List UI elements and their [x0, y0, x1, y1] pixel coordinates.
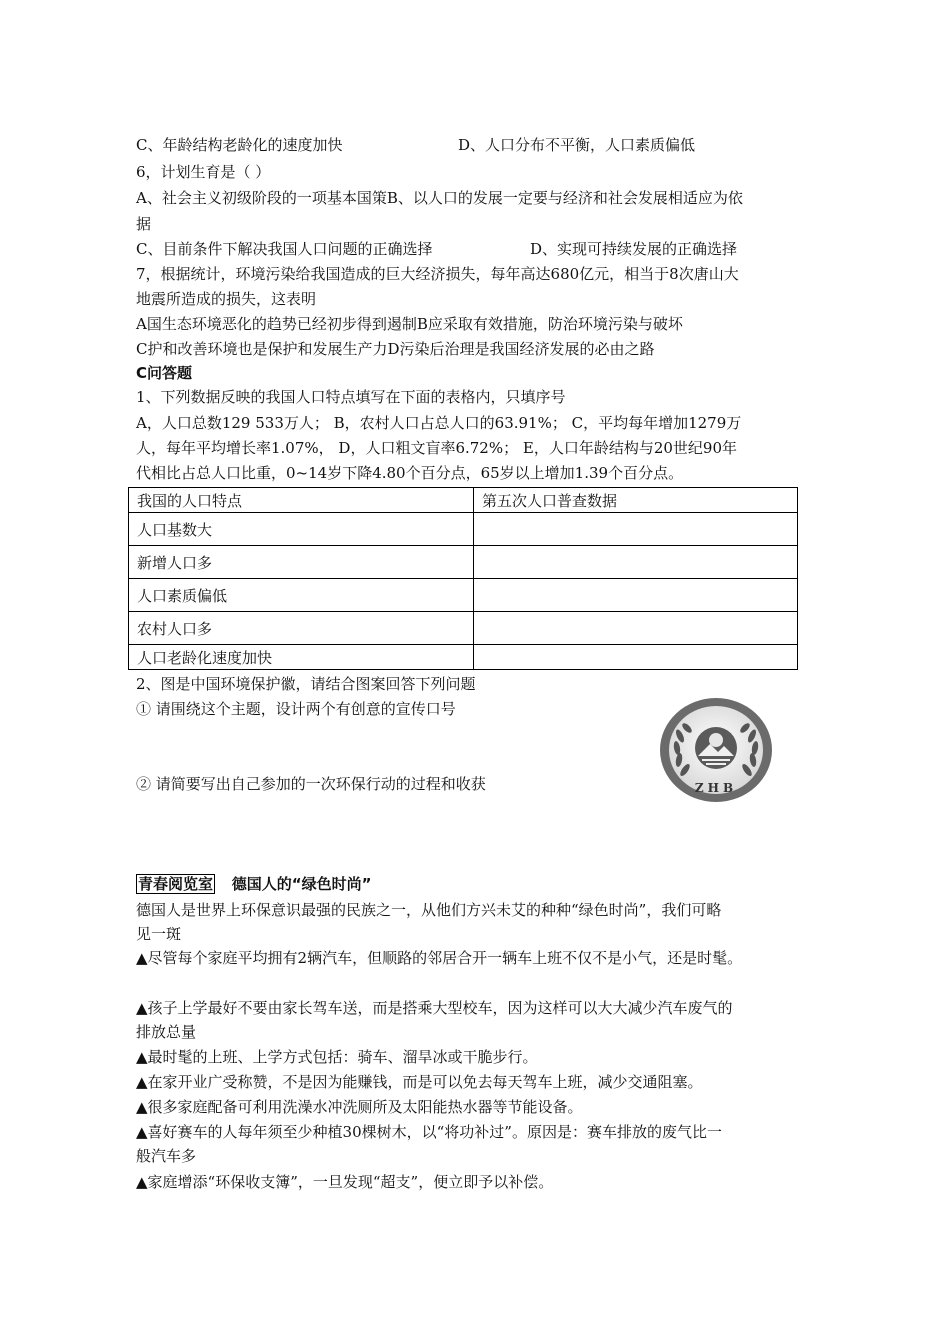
reading-title: 德国人的“绿色时尚” [231, 875, 372, 893]
question-7: 7，根据统计，环境污染给我国造成的巨大经济损失，每年高达680亿元，相当于8次唐山大 [136, 265, 739, 283]
table-cell-answer[interactable] [474, 579, 798, 612]
question-6: 6，计划生育是（ ） [136, 163, 271, 181]
table-row [129, 513, 798, 546]
option-d: D、人口分布不平衡，人口素质偏低 [458, 136, 696, 154]
reading-bullet: ▲尽管每个家庭平均拥有2辆汽车，但顺路的邻居合开一辆车上班不仅不是小气，还是时髦。 [136, 949, 743, 967]
question-6-option-d: D、实现可持续发展的正确选择 [530, 240, 738, 258]
reading-bullet: ▲家庭增添“环保收支簿”，一旦发现“超支”，便立即予以补偿。 [136, 1173, 554, 1191]
reading-intro: 德国人是世界上环保意识最强的民族之一，从他们方兴未艾的种种“绿色时尚”，我们可略 [136, 901, 722, 919]
reading-heading [136, 872, 372, 896]
table-cell-feature: 人口素质偏低 [129, 579, 474, 612]
reading-bullet-cont: 般汽车多 [136, 1147, 197, 1165]
question-6-option-c: C、目前条件下解决我国人口问题的正确选择 [136, 240, 433, 258]
emblem-text: ZHB [694, 781, 738, 795]
table-header-feature: 我国的人口特点 [129, 488, 474, 513]
problem-2-item-2: ② 请简要写出自己参加的一次环保行动的过程和收获 [136, 775, 486, 793]
table-row [129, 612, 798, 645]
table-row [129, 645, 798, 670]
problem-1-data-c: 代相比占总人口比重，0~14岁下降4.80个百分点，65岁以上增加1.39个百分点。 [136, 464, 684, 482]
reading-bullet: ▲孩子上学最好不要由家长驾车送，而是搭乘大型校车，因为这样可以大大减少汽车废气的 [136, 999, 733, 1017]
problem-1: 1、下列数据反映的我国人口特点填写在下面的表格内，只填序号 [136, 388, 566, 406]
table-header-row [129, 488, 798, 513]
table-cell-answer[interactable] [474, 546, 798, 579]
option-c-line [136, 133, 342, 157]
option-c: C、年龄结构老龄化的速度加快 [136, 136, 343, 154]
table-cell-feature: 新增人口多 [129, 546, 474, 579]
population-table [128, 487, 798, 670]
table-cell-answer[interactable] [474, 513, 798, 546]
section-c-heading: C问答题 [136, 364, 193, 382]
question-6-option-ab: A、社会主义初级阶段的一项基本国策B、以人口的发展一定要与经济和社会发展相适应为依 [136, 189, 743, 207]
reading-bullet-cont: 排放总量 [136, 1023, 197, 1041]
problem-1-data-b: 人，每年平均增长率1.07%， D，人口粗文盲率6.72%； E，人口年龄结构与20世纪90年 [136, 439, 737, 457]
table-row [129, 579, 798, 612]
table-row [129, 546, 798, 579]
environmental-emblem-icon [658, 696, 774, 804]
reading-bullet: ▲最时髦的上班、上学方式包括：骑车、溜旱冰或干脆步行。 [136, 1048, 538, 1066]
question-6-option-ab-cont: 据 [136, 215, 152, 233]
table-cell-feature: 农村人口多 [129, 612, 474, 645]
reading-bullet: ▲很多家庭配备可利用洗澡水冲洗厕所及太阳能热水器等节能设备。 [136, 1098, 583, 1116]
problem-1-data-a: A，人口总数129 533万人； B，农村人口占总人口的63.91%； C，平均每年增加1279万 [136, 414, 742, 432]
reading-box-title: 青春阅览室 [138, 875, 214, 893]
reading-intro-cont: 见一斑 [136, 925, 182, 943]
table-cell-feature: 人口基数大 [129, 513, 474, 546]
reading-bullet: ▲在家开业广受称赞，不是因为能赚钱，而是可以免去每天驾车上班，减少交通阻塞。 [136, 1073, 703, 1091]
table-cell-answer[interactable] [474, 612, 798, 645]
table-header-census: 第五次人口普查数据 [474, 488, 798, 513]
question-7-cont: 地震所造成的损失，这表明 [136, 290, 317, 308]
table-cell-answer[interactable] [474, 645, 798, 670]
question-7-option-ab: A国生态环境恶化的趋势已经初步得到遏制B应采取有效措施，防治环境污染与破坏 [136, 315, 683, 333]
reading-bullet: ▲喜好赛车的人每年须至少种植30棵树木，以“将功补过”。原因是：赛车排放的废气比一 [136, 1123, 722, 1141]
table-cell-feature: 人口老龄化速度加快 [129, 645, 474, 670]
problem-2: 2、图是中国环境保护徽，请结合图案回答下列问题 [136, 675, 476, 693]
question-7-option-cd: C护和改善环境也是保护和发展生产力D污染后治理是我国经济发展的必由之路 [136, 340, 655, 358]
problem-2-item-1: ① 请围绕这个主题，设计两个有创意的宣传口号 [136, 700, 456, 718]
